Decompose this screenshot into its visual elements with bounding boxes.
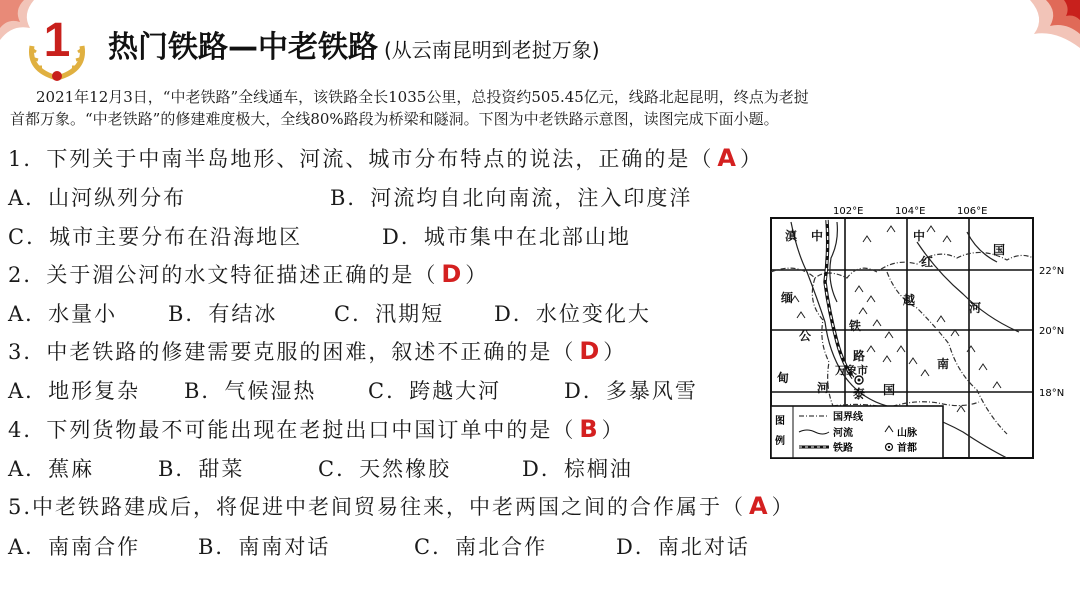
question-1 [8, 143, 763, 173]
question-3-options [8, 375, 698, 405]
question-4-options [8, 453, 633, 483]
option-1d: D．城市集中在北部山地 [382, 225, 631, 249]
map-char-tai: 泰 [853, 387, 866, 401]
option-3c: C．跨越大河 [368, 379, 502, 403]
map-char-mian: 缅 [781, 291, 794, 305]
legend-river: 河流 [833, 428, 853, 439]
intro-line-2: 首都万象。“中老铁路”的修建难度极大，全线80%路段为桥梁和隧洞。下图为中老铁路示意图，读图完成下面小题。 [10, 110, 779, 128]
option-2b: B．有结冰 [168, 302, 278, 326]
map-char-yue: 越 [903, 293, 916, 307]
question-1-options-row-1 [8, 182, 692, 212]
question-4-stem: 4．下列货物最不可能出现在老挝出口中国订单中的是（ [8, 418, 576, 442]
lon-label-104: 104°E [895, 206, 926, 217]
map-char-nan: 南 [937, 357, 950, 371]
question-1-stem: 1．下列关于中南半岛地形、河流、城市分布特点的说法，正确的是（ [8, 147, 714, 171]
option-4d: D．棕榈油 [522, 457, 633, 481]
intro-line-1: 2021年12月3日，“中老铁路”全线通车，该铁路全长1035公里，总投资约505.45亿元，线路北起昆明，终点为老挝 [36, 88, 809, 106]
question-1-options-row-2 [8, 221, 631, 251]
intro-paragraph [10, 86, 1065, 130]
question-1-close: ） [739, 147, 763, 171]
question-1-answer: A [717, 144, 736, 172]
map-char-dian2: 甸 [777, 371, 790, 385]
map-char-he-river: 河 [969, 301, 982, 315]
title-text: 热门铁路—中老铁路 [108, 30, 378, 65]
option-5b: B．南南对话 [198, 535, 331, 559]
lat-label-20: 20°N [1039, 326, 1065, 337]
map-char-guo: 国 [993, 243, 1006, 257]
option-3b: B．气候湿热 [184, 379, 317, 403]
question-2-answer: D [441, 260, 462, 288]
lat-label-18: 18°N [1039, 388, 1065, 399]
map-char-zhong1: 中 [811, 229, 824, 243]
legend-title-2: 例 [775, 436, 785, 447]
title-subtitle: (从云南昆明到老挝万象) [384, 38, 600, 62]
question-4-close: ） [601, 418, 625, 442]
question-3 [8, 336, 626, 366]
map-char-hong: 红 [921, 255, 934, 269]
legend-title-1: 图 [775, 416, 785, 427]
map-label-wanxiang: 万象市 [835, 364, 868, 377]
question-2 [8, 259, 488, 289]
question-4 [8, 414, 625, 444]
option-5c: C．南北合作 [414, 535, 548, 559]
option-1b: B．河流均自北向南流，注入印度洋 [330, 186, 693, 210]
map-legend [771, 406, 943, 458]
question-3-answer: D [579, 337, 600, 365]
question-3-close: ） [603, 340, 627, 364]
map-char-tie: 铁 [849, 319, 862, 333]
badge-number: 1 [43, 14, 71, 67]
option-5d: D．南北对话 [616, 535, 750, 559]
lon-label-106: 106°E [957, 206, 988, 217]
number-badge-icon [22, 6, 92, 82]
question-3-stem: 3．中老铁路的修建需要克服的困难，叙述不正确的是（ [8, 340, 576, 364]
option-1c: C．城市主要分布在沿海地区 [8, 225, 303, 249]
map-char-zhong2: 中 [913, 229, 926, 243]
map-char-lu: 路 [853, 349, 866, 363]
header [0, 0, 1080, 80]
question-5-answer: A [749, 492, 768, 520]
option-1a: A．山河纵列分布 [8, 186, 187, 210]
legend-capital: 首都 [897, 443, 917, 454]
question-5-close: ） [771, 495, 795, 519]
option-4c: C．天然橡胶 [318, 457, 452, 481]
option-3a: A．地形复杂 [8, 379, 141, 403]
question-5-stem: 5.中老铁路建成后，将促进中老间贸易往来，中老两国之间的合作属于（ [8, 495, 746, 519]
lon-label-102: 102°E [833, 206, 864, 217]
option-2d: D．水位变化大 [494, 302, 651, 326]
legend-railway: 铁路 [833, 443, 853, 454]
question-5 [8, 491, 795, 521]
question-2-options [8, 298, 651, 328]
option-2a: A．水量小 [8, 302, 118, 326]
question-4-answer: B [579, 415, 598, 443]
lat-label-22: 22°N [1039, 266, 1065, 277]
question-5-options [8, 531, 750, 561]
option-4a: A．蕉麻 [8, 457, 95, 481]
page-title [108, 22, 600, 66]
map-char-guo2: 国 [883, 383, 896, 397]
map-char-he2: 河 [817, 381, 830, 395]
option-3d: D．多暴风雪 [564, 379, 698, 403]
map-char-gong: 公 [799, 329, 812, 343]
legend-mountain: 山脉 [897, 428, 917, 439]
map-char-dian1: 滇 [785, 229, 798, 243]
option-2c: C．汛期短 [334, 302, 445, 326]
option-5a: A．南南合作 [8, 535, 141, 559]
china-laos-railway-map [767, 202, 1067, 464]
option-4b: B．甜菜 [158, 457, 245, 481]
legend-border: 国界线 [833, 412, 863, 423]
question-2-stem: 2．关于湄公河的水文特征描述正确的是（ [8, 263, 438, 287]
question-2-close: ） [465, 263, 489, 287]
